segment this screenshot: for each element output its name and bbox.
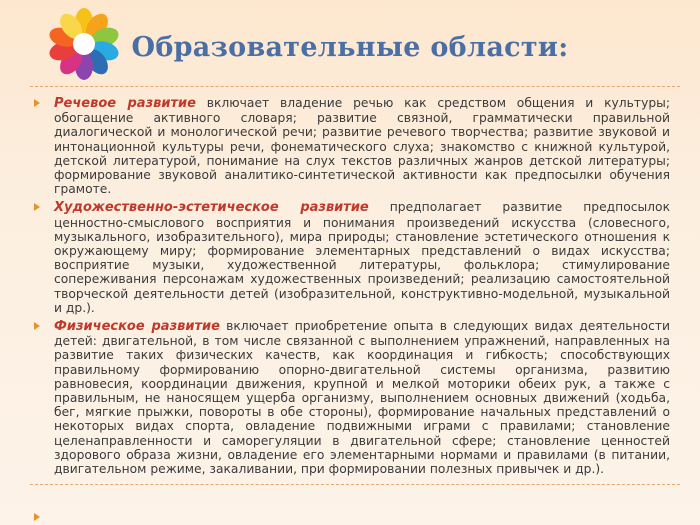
text-art: предполагает развитие предпосылок ценностно-смыслового восприятия и понимания произведений искусства (словесного, музыкального, изобразительного), мира природы; становление эстетического отношения к окружающему миру; формирование элементарных представлений о видах искусства; восприятие музыки, художественной литературы, фольклора; стимулирование сопереживания персонажам художественных произведений; реализацию самостоятельной творческой деятельности детей (изобразительной, конструктивно-модельной, музыкальной и др.). bbox=[54, 200, 670, 315]
list-item-art bbox=[30, 200, 670, 315]
bottom-divider bbox=[30, 484, 680, 485]
content-list bbox=[30, 96, 670, 480]
triangle-bullet-icon bbox=[34, 99, 40, 107]
list-item-speech bbox=[30, 96, 670, 196]
term-physical: Физическое развитие bbox=[54, 319, 220, 335]
title-divider bbox=[30, 86, 680, 87]
triangle-bullet-icon bbox=[34, 203, 40, 211]
text-speech: включает владение речью как средством общения и культуры; обогащение активного словаря; развитие связной, грамматически правильной диалогической и монологической речи; развитие речевого творчества; развитие звуковой и интонационной культуры речи, фонематического слуха; знакомство с книжной культурой, детской литературой, понимание на слух текстов различных жанров детской литературы; формирование звуковой аналитико-синтетической активности как предпосылки обучения грамоте. bbox=[54, 96, 671, 197]
list-item-physical bbox=[30, 319, 670, 476]
text-physical: включает приобретение опыта в следующих видах деятельности детей: двигательной, в том числе связанной с выполнением упражнений, направленных на развитие таких физических качеств, как координация и гибкость; способствующих правильному формированию опорно-двигательной системы организма, развитию равновесия, координации движения, крупной и мелкой моторики обеих рук, а также с правильным, не наносящем ущерба организму, выполнением основных движений (ходьба, бег, мягкие прыжки, повороты в обе стороны), формирование начальных представлений о некоторых видах спорта, овладение подвижными играми с правилами; становление целенаправленности и саморегуляции в двигательной сфере; становление ценностей здорового образа жизни, овладение его элементарными нормами и правилами (в питании, двигательном режиме, закаливании, при формировании полезных привычек и др.). bbox=[54, 319, 671, 477]
term-art: Художественно-эстетическое развитие bbox=[54, 200, 369, 216]
term-speech: Речевое развитие bbox=[54, 96, 196, 111]
triangle-bullet-icon bbox=[34, 513, 40, 521]
triangle-bullet-icon bbox=[34, 322, 40, 330]
slide-title: Образовательные области: bbox=[131, 32, 569, 63]
